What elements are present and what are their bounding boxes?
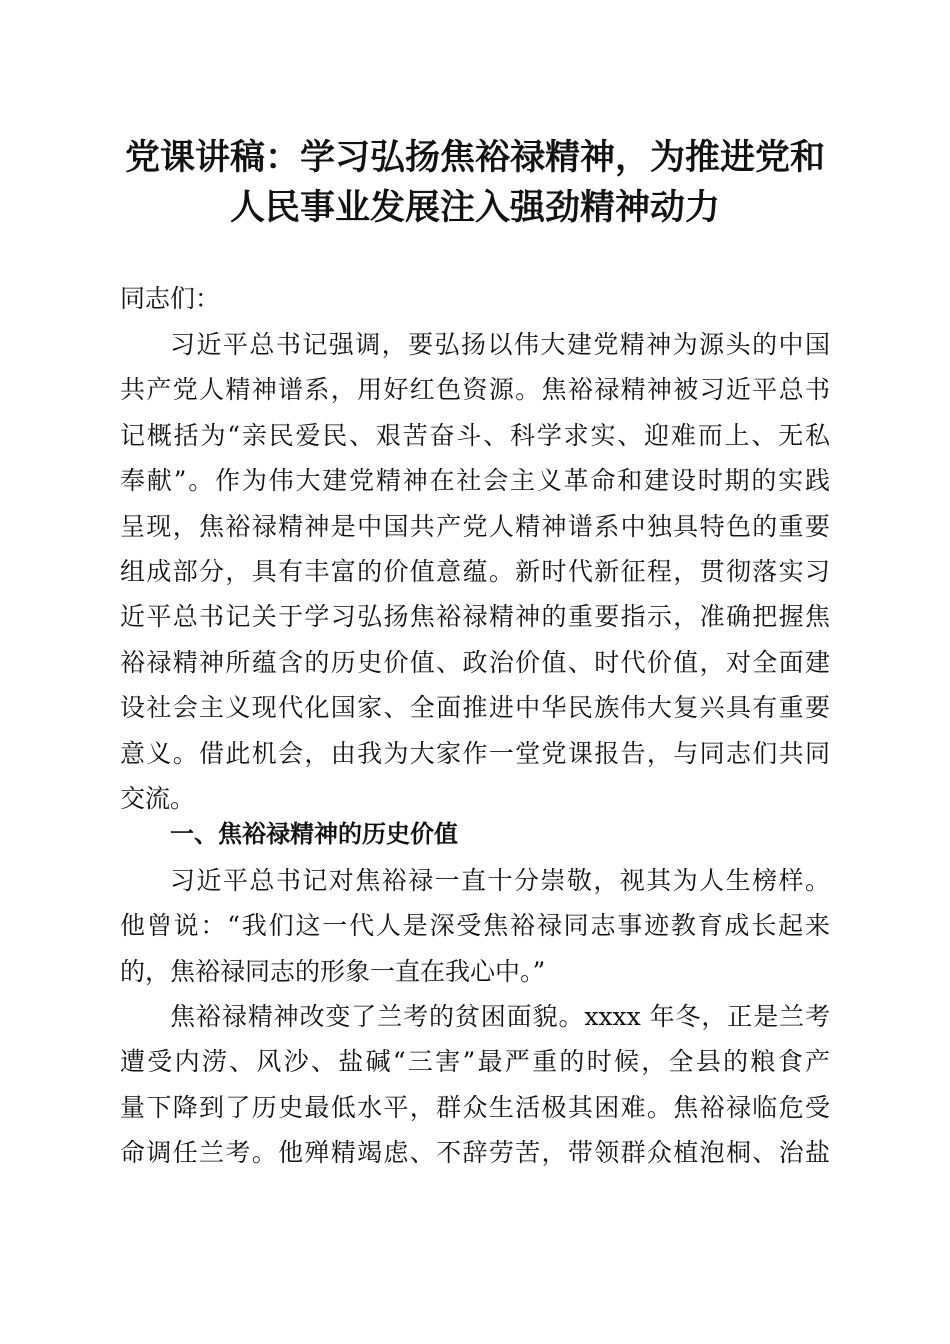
salutation [120, 276, 830, 321]
paragraph-line: 量下降到了历史最低水平，群众生活极其困难。焦裕禄临危受 [120, 1092, 830, 1122]
paragraph-line: 组成部分，具有丰富的价值意蕴。新时代新征程，贯彻落实习 [120, 556, 830, 586]
section-heading-1: 一、焦裕禄精神的历史价值 [170, 820, 458, 848]
paragraph-line: 习近平总书记强调，要弘扬以伟大建党精神为源头的中国 [170, 330, 830, 359]
salutation-line: 同志们： [120, 284, 221, 313]
paragraph-line: 习近平总书记对焦裕禄一直十分崇敬，视其为人生榜样。 [170, 866, 830, 895]
paragraph-line: 命调任兰考。他殚精竭虑、不辞劳苦，带领群众植泡桐、治盐 [120, 1138, 830, 1168]
paragraph-line: 交流。 [120, 783, 196, 813]
paragraph-line: 焦裕禄精神改变了兰考的贫困面貌。xxxx 年冬，正是兰考 [170, 1002, 830, 1031]
paragraph-line: 意义。借此机会，由我为大家作一堂党课报告，与同志们共同 [120, 738, 830, 768]
paragraph-line: 近平总书记关于学习弘扬焦裕禄精神的重要指示，准确把握焦 [120, 602, 830, 632]
paragraph-line: 设社会主义现代化国家、全面推进中华民族伟大复兴具有重要 [120, 693, 830, 723]
paragraph-line: 的，焦裕禄同志的形象一直在我心中。” [120, 956, 546, 986]
paragraph-2 [120, 858, 830, 994]
paragraph-1 [120, 322, 830, 821]
paragraph-line: 他曾说：“我们这一代人是深受焦裕禄同志事迹教育成长起来 [120, 911, 830, 941]
paragraph-line: 奉献”。作为伟大建党精神在社会主义革命和建设时期的实践 [120, 466, 830, 496]
paragraph-3 [120, 994, 830, 1176]
paragraph-line: 遭受内涝、风沙、盐碱“三害”最严重的时候，全县的粮食产 [120, 1047, 830, 1077]
paragraph-line: 呈现，焦裕禄精神是中国共产党人精神谱系中独具特色的重要 [120, 511, 830, 541]
paragraph-line: 共产党人精神谱系，用好红色资源。焦裕禄精神被习近平总书 [120, 375, 830, 405]
paragraph-line: 记概括为“亲民爱民、艰苦奋斗、科学求实、迎难而上、无私 [120, 420, 830, 450]
paragraph-line: 裕禄精神所蕴含的历史价值、政治价值、时代价值，对全面建 [120, 647, 830, 677]
document-title-line-1: 党课讲稿：学习弘扬焦裕禄精神，为推进党和 [124, 137, 825, 178]
document-title-line-2: 人民事业发展注入强劲精神动力 [229, 187, 720, 228]
